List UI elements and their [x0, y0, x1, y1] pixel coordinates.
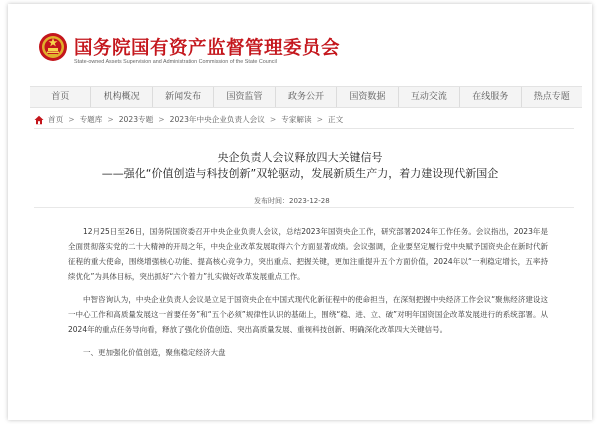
article-title: 央企负责人会议释放四大关键信号 — [217, 151, 383, 164]
national-emblem-icon[interactable] — [38, 32, 68, 62]
nav-item-about[interactable]: 机构概况 — [91, 87, 152, 107]
nav-item-open-gov[interactable]: 政务公开 — [276, 87, 337, 107]
nav-item-news[interactable]: 新闻发布 — [153, 87, 214, 107]
section-heading: 一、更加强化价值创造，聚焦稳定经济大盘 — [83, 348, 226, 357]
breadcrumb-separator: > — [158, 115, 165, 124]
breadcrumb-separator: > — [269, 115, 277, 124]
site-header — [8, 4, 592, 84]
nav-item-online-service[interactable]: 在线服务 — [460, 87, 521, 107]
site-subtitle: State-owned Assets Supervision and Administration Commission of the State Council — [74, 59, 277, 65]
nav-item-data[interactable]: 国资数据 — [337, 87, 398, 107]
breadcrumb — [34, 114, 343, 125]
nav-item-supervision[interactable]: 国资监管 — [214, 87, 275, 107]
page-frame — [8, 4, 592, 420]
article-paragraph: 12月25日至26日，国务院国资委召开中央企业负责人会议，总结2023年国资央企工作，研究部署2024年工作任务。会议指出，2023年是全面贯彻落实党的二十大精神的开局之年，中央企业改革发展取得六个方面显著成绩。会议强调，企业要坚定履行党中央赋予国资央企在新时代新征程的重大使命，围绕增强核心功能、提高核心竞争力，突出重点、把握关键，更加注重提升五个方面价值，2024年以“一利稳定增长，五率持续优化”为具体目标，突出抓好“六个着力”扎实做好改革发展重点工作。 — [68, 227, 548, 281]
article-body — [68, 224, 548, 360]
breadcrumb-separator: > — [316, 115, 323, 124]
breadcrumb-divider — [34, 128, 574, 129]
breadcrumb-expert-interpretation[interactable]: 专家解读 — [281, 115, 312, 124]
breadcrumb-topic-library[interactable]: 专题库 — [79, 115, 103, 124]
breadcrumb-meeting[interactable]: 2023年中央企业负责人会议 — [169, 115, 265, 124]
article-subtitle: ——强化“价值创造与科技创新”双轮驱动，发展新质生产力，着力建设现代新国企 — [101, 167, 499, 180]
site-title[interactable]: 国务院国有资产监督管理委员会 — [74, 38, 341, 59]
breadcrumb-current: 正文 — [328, 115, 344, 124]
meta-divider — [34, 207, 574, 208]
nav-item-topics[interactable]: 热点专题 — [533, 92, 570, 102]
breadcrumb-separator: > — [107, 115, 114, 124]
breadcrumb-home[interactable]: 首页 — [48, 115, 64, 124]
breadcrumb-separator: > — [68, 115, 75, 124]
home-icon — [34, 115, 44, 125]
breadcrumb-2023-topics[interactable]: 2023专题 — [118, 115, 154, 124]
nav-item-interaction[interactable]: 互动交流 — [399, 87, 460, 107]
article-title-block — [8, 150, 592, 181]
article-paragraph: 中智咨询认为，中央企业负责人会议是立足于国资央企在中国式现代化新征程中的使命担当，在深刻把握中央经济工作会议“聚焦经济建设这一中心工作和高质量发展这一首要任务”和“五个必须”规律性认识的基础上，围绕“稳、进、立、破”对明年国资国企改革发展进行的系统部署。从2024年的重点任务导向看，释放了强化价值创造、突出高质量发展、重视科技创新、明确深化改革四大关键信号。 — [68, 295, 548, 334]
main-nav — [30, 86, 582, 108]
nav-item-home[interactable]: 首页 — [30, 87, 91, 107]
publish-date: 发布时间：2023-12-28 — [254, 197, 330, 205]
